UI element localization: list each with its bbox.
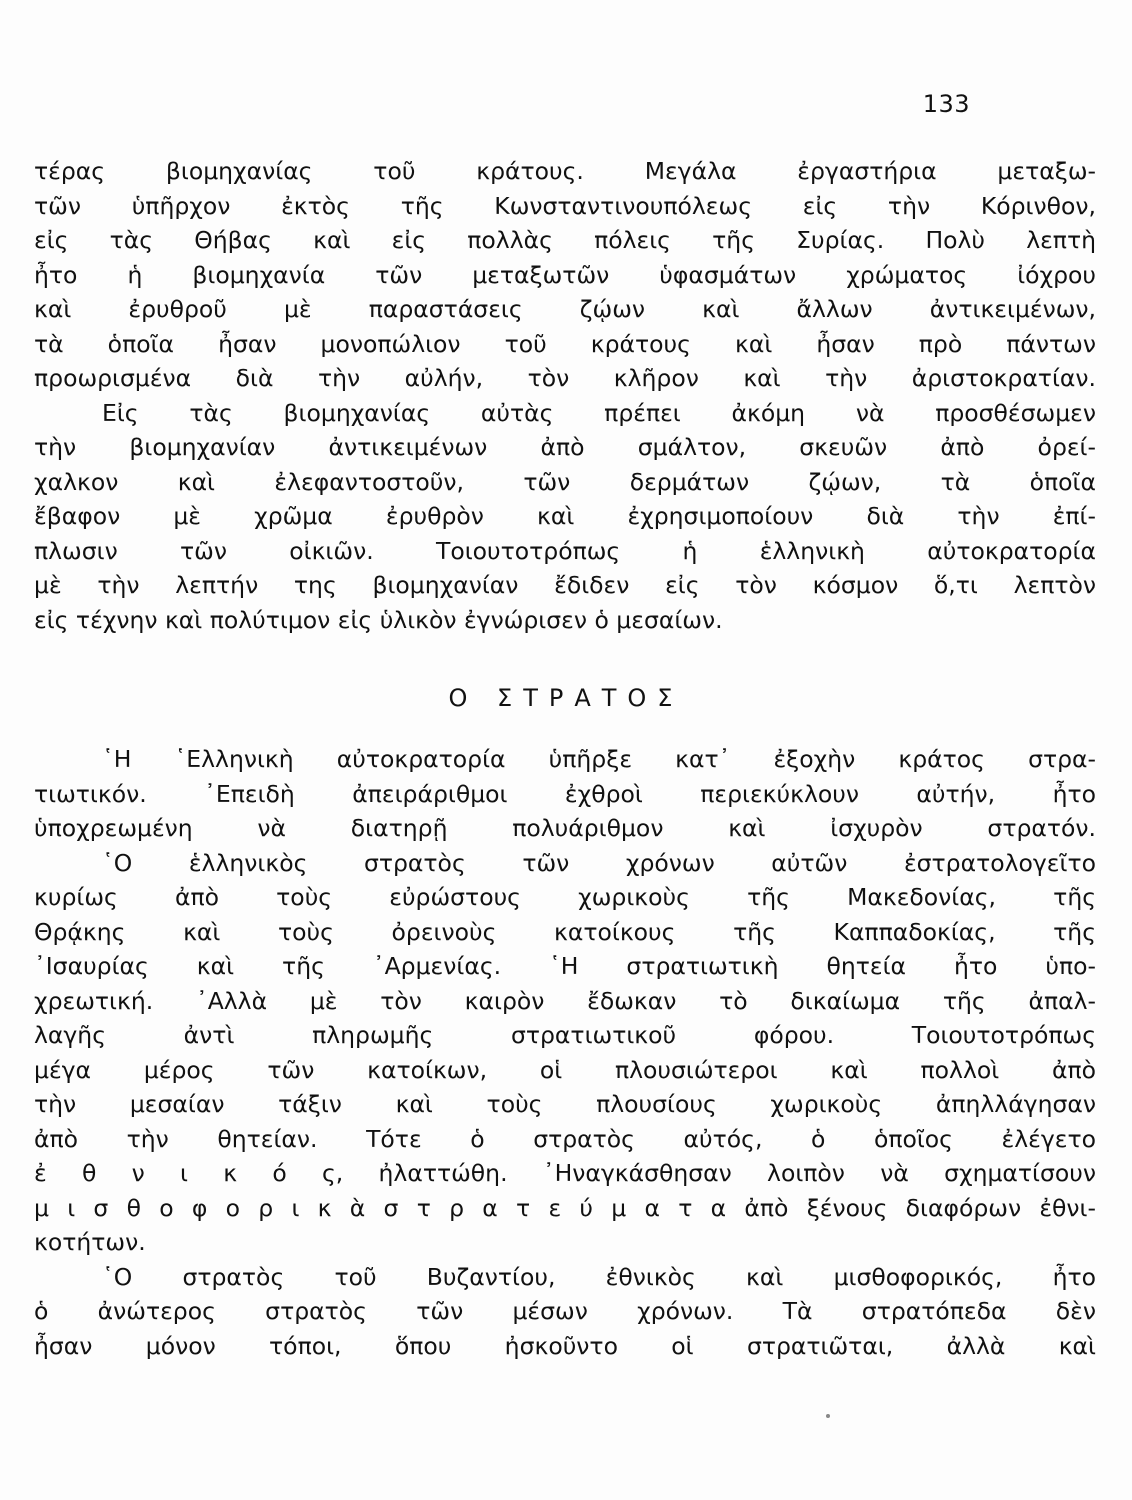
print-speck xyxy=(826,1414,830,1418)
text-line: προωρισμένα διὰ τὴν αὐλήν, τὸν κλῆρον καὶ τὴν ἀριστοκρατίαν. xyxy=(34,364,1096,392)
text-line: λαγῆς ἀντὶ πληρωμῆς στρατιωτικοῦ φόρου. Τοιουτοτρόπως xyxy=(34,1021,1096,1049)
text-line: τέρας βιομηχανίας τοῦ κράτους. Μεγάλα ἐργαστήρια μεταξω- xyxy=(34,157,1096,185)
text-line: ῾Ο ἑλληνικὸς στρατὸς τῶν χρόνων αὐτῶν ἐστρατολογεῖτο xyxy=(102,848,1096,877)
text-line: πλωσιν τῶν οἰκιῶν. Τοιουτοτρόπως ἡ ἑλληνικὴ αὐτοκρατορία xyxy=(34,536,1096,565)
text-line: κυρίως ἀπὸ τοὺς εὐρώστους χωρικοὺς τῆς Μακεδονίας, τῆς xyxy=(34,883,1096,911)
text-line: χρεωτική. ᾽Αλλὰ μὲ τὸν καιρὸν ἔδωκαν τὸ δικαίωμα τῆς ἀπαλ- xyxy=(34,986,1096,1015)
text-line: τὴν μεσαίαν τάξιν καὶ τοὺς πλουσίους χωρικοὺς ἀπηλλάγησαν xyxy=(34,1090,1096,1118)
text-line: μὲ τὴν λεπτήν της βιομηχανίαν ἔδιδεν εἰς τὸν κόσμον ὅ,τι λεπτὸν xyxy=(34,571,1096,599)
text-line: Εἰς τὰς βιομηχανίας αὐτὰς πρέπει ἀκόμη νὰ προσθέσωμεν xyxy=(102,398,1096,427)
paragraph-block-before-heading xyxy=(34,154,1096,637)
text-line: ἦτο ἡ βιομηχανία τῶν μεταξωτῶν ὑφασμάτων χρώματος ἰόχρου xyxy=(34,260,1096,289)
text-line: ὁ ἀνώτερος στρατὸς τῶν μέσων χρόνων. Τὰ στρατόπεδα δὲν xyxy=(34,1297,1096,1325)
text-line: Θρᾴκης καὶ τοὺς ὀρεινοὺς κατοίκους τῆς Καππαδοκίας, τῆς xyxy=(34,917,1096,946)
paragraph-block-after-heading xyxy=(34,742,1096,1363)
text-line: εἰς τὰς Θήβας καὶ εἰς πολλὰς πόλεις τῆς Συρίας. Πολὺ λεπτὴ xyxy=(34,226,1096,254)
text-line: καὶ ἐρυθροῦ μὲ παραστάσεις ζῴων καὶ ἄλλων ἀντικειμένων, xyxy=(34,295,1096,323)
text-line: ἔβαφον μὲ χρῶμα ἐρυθρὸν καὶ ἐχρησιμοποίουν διὰ τὴν ἐπί- xyxy=(34,502,1096,530)
text-line: ὑποχρεωμένη νὰ διατηρῇ πολυάριθμον καὶ ἰσχυρὸν στρατόν. xyxy=(34,814,1096,842)
text-line: τὴν βιομηχανίαν ἀντικειμένων ἀπὸ σμάλτον, σκευῶν ἀπὸ ὀρεί- xyxy=(34,433,1096,461)
section-heading: Ο ΣΤΡΑΤΟΣ xyxy=(448,684,684,712)
text-line: ῾Η ῾Ελληνικὴ αὐτοκρατορία ὑπῆρξε κατ᾽ ἐξοχὴν κράτος στρα- xyxy=(102,745,1096,773)
text-line: ῾Ο στρατὸς τοῦ Βυζαντίου, ἐθνικὸς καὶ μισθοφορικός, ἦτο xyxy=(102,1262,1096,1291)
text-line: τῶν ὑπῆρχον ἐκτὸς τῆς Κωνσταντινουπόλεως εἰς τὴν Κόρινθον, xyxy=(34,191,1096,220)
text-line: μέγα μέρος τῶν κατοίκων, οἱ πλουσιώτεροι καὶ πολλοὶ ἀπὸ xyxy=(34,1055,1096,1084)
text-line: ἦσαν μόνον τόποι, ὅπου ἠσκοῦντο οἱ στρατιῶται, ἀλλὰ καὶ xyxy=(34,1331,1096,1360)
text-line: τιωτικόν. ᾽Επειδὴ ἀπειράριθμοι ἐχθροὶ περιεκύκλουν αὐτήν, ἦτο xyxy=(34,779,1096,808)
text-line: εἰς τέχνην καὶ πολύτιμον εἰς ὑλικὸν ἐγνώρισεν ὁ μεσαίων. xyxy=(34,605,723,634)
text-line: μ ι σ θ ο φ ο ρ ι κ ὰ σ τ ρ α τ ε ύ μ α τ α ἀπὸ ξένους διαφόρων ἐθνι- xyxy=(34,1193,1096,1222)
text-line: κοτήτων. xyxy=(34,1228,146,1256)
text-line: τὰ ὁποῖα ἦσαν μονοπώλιον τοῦ κράτους καὶ ἦσαν πρὸ πάντων xyxy=(34,329,1096,358)
page-number: 133 xyxy=(922,90,970,118)
text-line: χαλκον καὶ ἐλεφαντοστοῦν, τῶν δερμάτων ζῴων, τὰ ὁποῖα xyxy=(34,467,1096,496)
text-line: ἐ θ ν ι κ ό ς, ἠλαττώθη. ᾽Ηναγκάσθησαν λοιπὸν νὰ σχηματίσουν xyxy=(34,1159,1096,1187)
text-line: ᾽Ισαυρίας καὶ τῆς ᾽Αρμενίας. ῾Η στρατιωτικὴ θητεία ἦτο ὑπο- xyxy=(34,952,1096,980)
text-line: ἀπὸ τὴν θητείαν. Τότε ὁ στρατὸς αὐτός, ὁ ὁποῖος ἐλέγετο xyxy=(34,1124,1096,1153)
